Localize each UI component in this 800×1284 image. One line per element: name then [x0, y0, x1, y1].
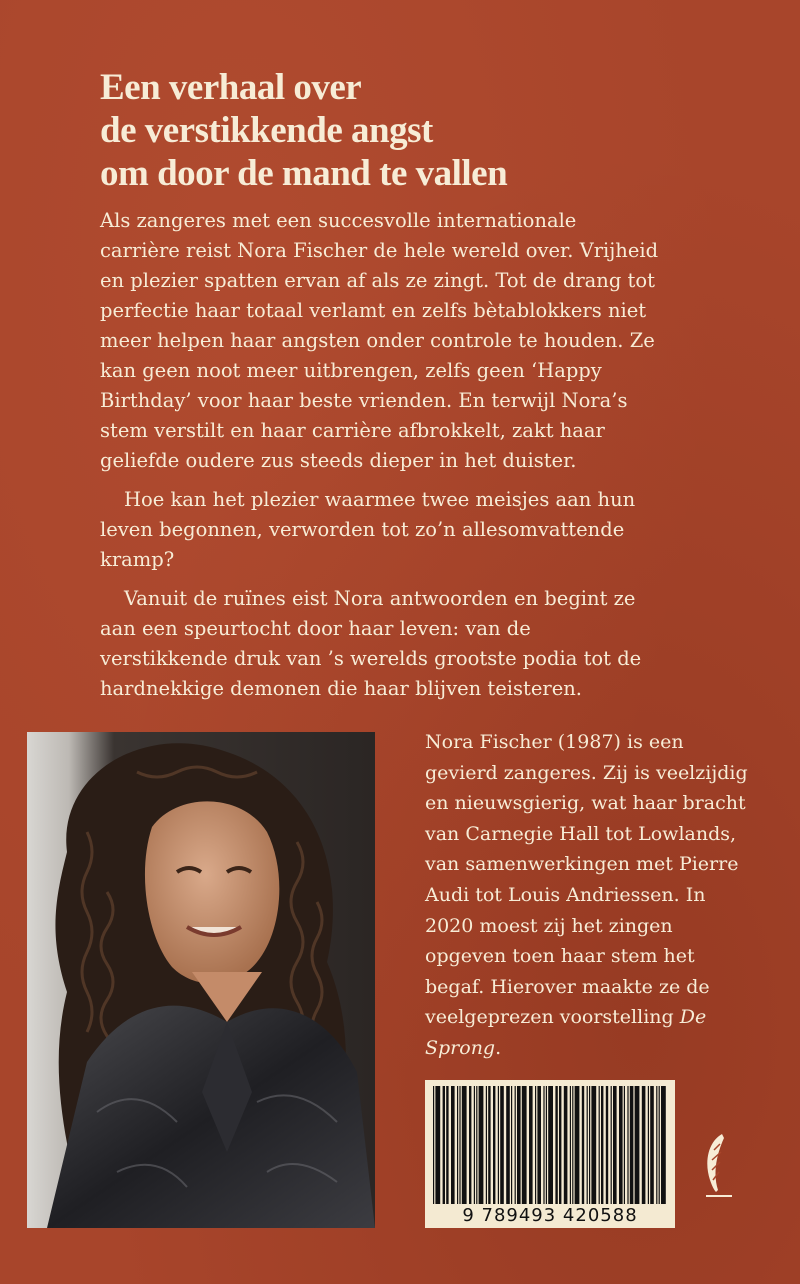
author-photo: [27, 732, 375, 1228]
barcode-bar: [591, 1086, 596, 1204]
barcode-bar: [650, 1086, 654, 1204]
barcode-bar: [543, 1086, 544, 1204]
barcode-bar: [575, 1086, 580, 1204]
barcode-bar: [630, 1086, 634, 1204]
author-bio: [425, 727, 755, 1064]
barcode-bar: [546, 1086, 547, 1204]
barcode-bar: [555, 1086, 557, 1204]
barcode-bar: [572, 1086, 573, 1204]
barcode-bar: [606, 1086, 608, 1204]
barcode-bar: [451, 1086, 455, 1204]
author-bio-show-title: De Sprong: [425, 1006, 707, 1059]
isbn-barcode: [425, 1080, 675, 1228]
barcode-bar: [570, 1086, 571, 1204]
barcode-bar: [627, 1086, 628, 1204]
barcode-bar: [433, 1086, 434, 1204]
barcode-bar: [537, 1086, 541, 1204]
barcode-bar: [661, 1086, 666, 1204]
barcode-bar: [564, 1086, 568, 1204]
barcode-bar: [511, 1086, 512, 1204]
barcode-bar: [559, 1086, 561, 1204]
barcode-bar: [599, 1086, 600, 1204]
barcode-bar: [517, 1086, 521, 1204]
barcode-bar: [500, 1086, 504, 1204]
barcode-bar: [535, 1086, 536, 1204]
barcode-bar: [522, 1086, 527, 1204]
barcode-bar: [635, 1086, 640, 1204]
author-bio-text: Nora Fischer (1987) is een gevierd zangeres. Zij is veelzijdig en nieuwsgierig, wat haar bracht van Carnegie Hall tot Lowlands, van samenwerkingen met Pierre Audi tot Louis Andriessen. In 2020 moest zij het zingen opgeven toen haar stem het begaf. Hierover maakte ze de veelgeprezen voorstelling: [425, 731, 748, 1029]
headline: [100, 66, 700, 195]
barcode-bar: [656, 1086, 657, 1204]
barcode-bar: [462, 1086, 467, 1204]
barcode-bar: [548, 1086, 553, 1204]
barcode-bar: [479, 1086, 484, 1204]
barcode-bar: [469, 1086, 471, 1204]
barcode-bar: [443, 1086, 445, 1204]
barcode-bar: [457, 1086, 458, 1204]
barcode-bar: [474, 1086, 475, 1204]
headline-line-1: Een verhaal over: [100, 67, 362, 108]
blurb-paragraph-1: Als zangeres met een succesvolle internationale carrière reist Nora Fischer de hele wereld over. Vrijheid en plezier spatten ervan af als ze zingt. Tot de drang tot perfectie haar totaal verlamt en zelfs bètablokkers niet meer helpen haar angsten onder controle te houden. Ze kan geen noot meer uitbrengen, zelfs geen ‘Happy Birthday’ voor haar beste vrienden. En terwijl Nora’s stem verstilt en haar carrière afbrokkelt, zakt haar geliefde oudere zus steeds dieper in het duister.: [100, 209, 659, 472]
barcode-digits: 9 789493 420588: [462, 1205, 638, 1226]
barcode-bar: [611, 1086, 612, 1204]
author-photo-image: [27, 732, 375, 1228]
barcode-bar: [459, 1086, 460, 1204]
barcode-bar: [515, 1086, 516, 1204]
barcode-bar: [624, 1086, 625, 1204]
barcode-bars: [433, 1086, 667, 1204]
headline-line-3: om door de mand te vallen: [100, 153, 508, 194]
barcode-bar: [613, 1086, 617, 1204]
blurb-paragraph-3: Vanuit de ruïnes eist Nora antwoorden en begint ze aan een speurtocht door haar leven: van de verstikkende druk van ’s werelds grootste podia tot de hardnekkige demonen die haar blijven teisteren.: [100, 587, 642, 700]
barcode-bar: [488, 1086, 490, 1204]
barcode-bar: [589, 1086, 590, 1204]
barcode-bar: [648, 1086, 649, 1204]
barcode-bar: [642, 1086, 646, 1204]
barcode-bar: [659, 1086, 660, 1204]
barcode-bar: [435, 1086, 440, 1204]
barcode-bar: [486, 1086, 487, 1204]
quill-feather-logo-icon: [700, 1130, 736, 1200]
barcode-bar: [493, 1086, 495, 1204]
barcode-bar: [506, 1086, 510, 1204]
blurb: [100, 206, 660, 713]
barcode-bar: [582, 1086, 584, 1204]
author-bio-end: .: [495, 1036, 502, 1059]
headline-line-2: de verstikkende angst: [100, 110, 433, 151]
barcode-bar: [601, 1086, 603, 1204]
barcode-bar: [587, 1086, 588, 1204]
barcode-bar: [476, 1086, 477, 1204]
blurb-paragraph-2: Hoe kan het plezier waarmee twee meisjes aan hun leven begonnen, verworden tot zo’n allesomvattende kramp?: [100, 488, 636, 571]
barcode-bar: [619, 1086, 623, 1204]
barcode-bar: [498, 1086, 499, 1204]
barcode-bar: [529, 1086, 533, 1204]
barcode-bar: [446, 1086, 448, 1204]
